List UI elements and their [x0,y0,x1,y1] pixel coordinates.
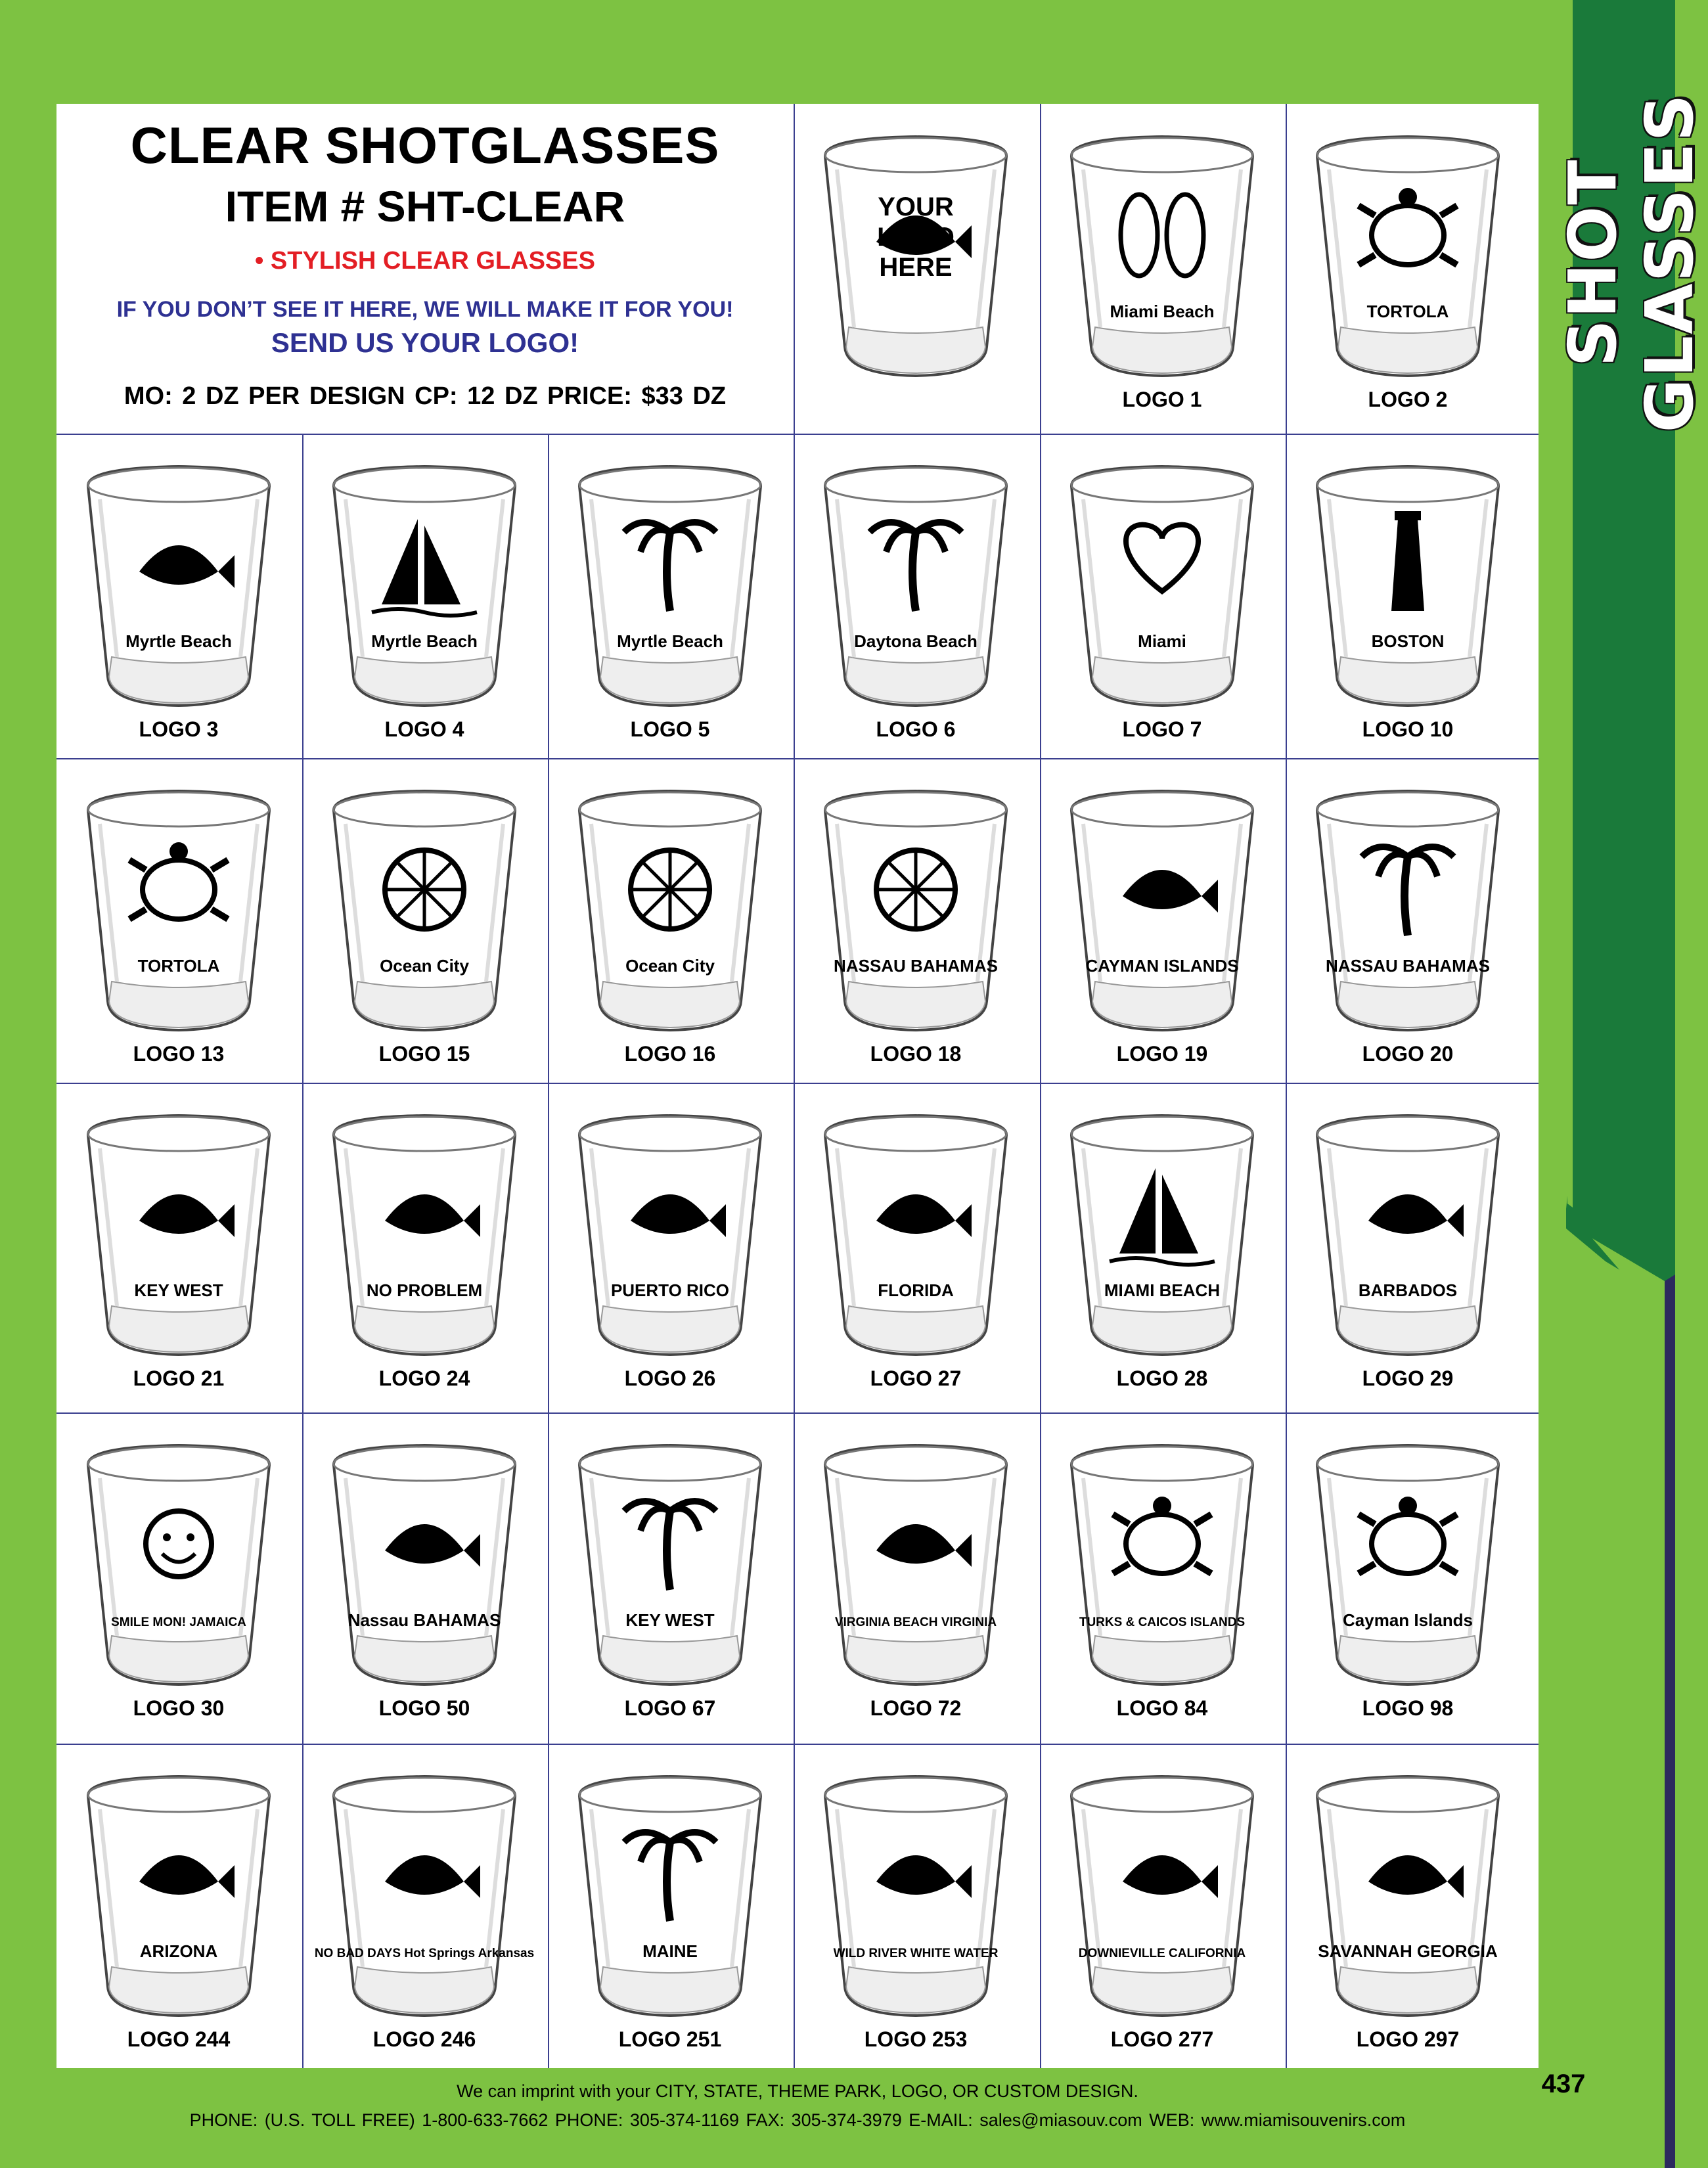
logo-card[interactable] [1040,758,1284,1083]
logo-caption: LOGO 3 [139,717,219,741]
grid-divider [56,1083,1539,1084]
grid-divider [794,104,795,434]
logo-card[interactable] [548,1744,792,2068]
logo-artwork [385,850,464,929]
glass-imprint-text: CAYMAN ISLANDS [1085,956,1239,976]
shotglass-image [1303,130,1513,383]
shotglass-image [1057,1770,1267,2023]
grid-divider [1286,104,1287,434]
glass-base [355,657,494,703]
shotglass-image [811,1439,1021,1692]
glass-base [846,327,985,373]
grid-divider [56,1744,1539,1745]
glass-base [109,1967,248,2013]
glass-base [355,1306,494,1352]
grid-divider [302,434,303,2068]
logo-card[interactable] [56,1083,301,1407]
logo-caption: LOGO 1 [1122,388,1202,411]
glass-base [109,1636,248,1682]
logo-card[interactable] [56,1412,301,1737]
shotglass-image [74,1109,284,1362]
glass-imprint-text: TURKS & CAICOS ISLANDS [1079,1615,1246,1629]
feature-bullet: • STYLISH CLEAR GLASSES [255,247,595,275]
logo-card[interactable] [1040,104,1284,428]
logo-card[interactable] [1286,758,1530,1083]
glass-imprint-text: Ocean City [380,956,469,976]
logo-card[interactable] [56,434,301,758]
grid-divider [1040,434,1041,2068]
logo-caption: LOGO 27 [870,1366,962,1390]
shotglass-image [74,784,284,1037]
shotglass-image [1303,1770,1513,2023]
logo-caption: LOGO 5 [630,717,710,741]
grid-divider [56,434,1539,435]
grid-divider [56,1412,1539,1414]
logo-caption: LOGO 72 [870,1696,962,1720]
logo-caption: LOGO 6 [876,717,956,741]
glass-imprint-text: ARIZONA [139,1941,218,1961]
logo-caption: LOGO 15 [378,1042,470,1066]
shotglass-image [811,460,1021,713]
logo-caption: LOGO 246 [372,2027,476,2051]
glass-base [355,982,494,1028]
shotglass-image [811,130,1021,383]
logo-caption: LOGO 277 [1110,2027,1214,2051]
glass-imprint-text: KEY WEST [625,1610,715,1630]
logo-caption: LOGO 244 [127,2027,231,2051]
glass-base [600,982,740,1028]
glass-base [600,657,740,703]
logo-card[interactable] [1040,1412,1284,1737]
glass-base [846,1636,985,1682]
grid-divider [1040,104,1041,434]
glass-imprint-text: Cayman Islands [1343,1610,1473,1630]
glass-base [1092,657,1232,703]
item-number: ITEM # SHT-CLEAR [225,182,625,231]
shotglass-image [1057,1439,1267,1692]
logo-card[interactable] [1040,1744,1284,2068]
logo-card[interactable] [794,434,1038,758]
logo-card[interactable] [302,758,547,1083]
glass-base [355,1967,494,2013]
logo-card[interactable] [1286,1412,1530,1737]
logo-card[interactable] [302,1412,547,1737]
logo-card[interactable] [548,434,792,758]
glass-imprint-text: KEY WEST [134,1280,223,1300]
tagline: IF YOU DON’T SEE IT HERE, WE WILL MAKE IT FOR YOU! [116,297,734,322]
glass-imprint-text: NO BAD DAYS Hot Springs Arkansas [314,1947,535,1960]
page-title: CLEAR SHOTGLASSES [130,116,720,174]
shotglass-image [1303,784,1513,1037]
logo-card[interactable] [302,1083,547,1407]
glass-imprint-text: BOSTON [1371,631,1445,651]
glass-base [600,1306,740,1352]
glass-imprint-text: MIAMI BEACH [1104,1280,1221,1300]
shotglass-image [1303,1109,1513,1362]
glass-imprint-text: Daytona Beach [854,631,978,651]
shotglass-image [565,460,775,713]
logo-card[interactable] [56,758,301,1083]
logo-card[interactable] [548,1083,792,1407]
shotglass-image [314,1770,535,2023]
logo-caption: LOGO 18 [870,1042,962,1066]
shotglass-image [565,1439,775,1692]
glass-imprint-text: DOWNIEVILLE CALIFORNIA [1078,1947,1246,1960]
glass-imprint-text: MAINE [642,1941,698,1961]
glass-imprint-text: TORTOLA [137,956,220,976]
glass-base [109,982,248,1028]
logo-card[interactable] [794,758,1038,1083]
shotglass-image [74,1770,284,2023]
glass-base [1338,982,1477,1028]
grid-divider [794,434,795,2068]
glass-base [600,1967,740,2013]
logo-card[interactable] [1040,434,1284,758]
shotglass-image [74,460,284,713]
glass-imprint-text: TORTOLA [1366,302,1449,321]
glass-base [1338,1636,1477,1682]
pricing-info: MO: 2 DZ PER DESIGN CP: 12 DZ PRICE: $33 DZ [124,382,727,410]
shotglass-image [1057,784,1267,1037]
catalog-panel [56,104,1539,2068]
logo-card[interactable] [302,434,547,758]
shotglass-image [1057,460,1267,713]
logo-caption: LOGO 7 [1122,717,1202,741]
shotglass-image [811,1770,1021,2023]
glass-imprint-text: Nassau BAHAMAS [348,1610,501,1630]
grid-divider [56,758,1539,759]
logo-caption: LOGO 19 [1116,1042,1208,1066]
glass-imprint-text: BARBADOS [1358,1280,1458,1300]
glass-base [1092,1967,1232,2013]
glass-imprint-text: NASSAU BAHAMAS [834,956,998,976]
glass-base [1092,1636,1232,1682]
page-number: 437 [1541,2069,1586,2098]
glass-base [109,1306,248,1352]
shotglass-image [565,1109,775,1362]
glass-imprint-text: Myrtle Beach [125,631,232,651]
glass-base [1338,657,1477,703]
glass-base [355,1636,494,1682]
glass-base [846,657,985,703]
logo-caption: LOGO 67 [624,1696,716,1720]
glass-imprint-text: YOUR LOGO HERE [877,192,955,282]
logo-caption: LOGO 21 [133,1366,225,1390]
sidebar-title: SHOT GLASSES [1554,93,1708,433]
shotglass-image [811,1109,1021,1362]
glass-imprint-text: PUERTO RICO [610,1280,730,1300]
shotglass-image [319,784,529,1037]
logo-card[interactable] [794,1412,1038,1737]
shotglass-image [1303,460,1513,713]
shotglass-image [319,1439,529,1692]
glass-imprint-text: VIRGINIA BEACH VIRGINIA [834,1615,997,1629]
logo-caption: LOGO 98 [1362,1696,1454,1720]
logo-card[interactable] [56,1744,301,2068]
logo-caption: LOGO 30 [133,1696,225,1720]
logo-card[interactable] [794,1744,1038,2068]
glass-base [1092,1306,1232,1352]
glass-imprint-text: NASSAU BAHAMAS [1326,956,1490,976]
glass-base [600,1636,740,1682]
logo-caption: LOGO 10 [1362,717,1454,741]
logo-caption: LOGO 16 [624,1042,716,1066]
glass-imprint-text: Miami Beach [1110,302,1215,321]
logo-card[interactable] [1040,1083,1284,1407]
logo-card[interactable] [1286,434,1530,758]
shotglass-image [565,1770,775,2023]
logo-caption: LOGO 50 [378,1696,470,1720]
call-to-action: SEND US YOUR LOGO! [271,327,579,358]
logo-card[interactable] [302,1744,547,2068]
logo-card[interactable] [794,1083,1038,1407]
logo-caption: LOGO 4 [384,717,464,741]
shotglass-image [811,784,1021,1037]
glass-base [846,1306,985,1352]
shotglass-image [319,1109,529,1362]
glass-base [1338,1967,1477,2013]
logo-card[interactable] [548,758,792,1083]
glass-base [1092,327,1232,373]
logo-caption: LOGO 253 [864,2027,968,2051]
glass-imprint-text: NO PROBLEM [366,1280,483,1300]
glass-imprint-text: Myrtle Beach [617,631,723,651]
glass-imprint-text: WILD RIVER WHITE WATER [833,1947,999,1960]
logo-caption: LOGO 84 [1116,1696,1208,1720]
glass-base [846,1967,985,2013]
logo-caption: LOGO 2 [1368,388,1448,411]
glass-base [1092,982,1232,1028]
shotglass-image [1057,1109,1267,1362]
logo-card[interactable] [1286,104,1530,428]
logo-caption: LOGO 29 [1362,1366,1454,1390]
logo-caption: LOGO 24 [378,1366,470,1390]
glass-imprint-text: SAVANNAH GEORGIA [1318,1941,1498,1961]
shotglass-image [565,784,775,1037]
glass-base [1338,327,1477,373]
shotglass-image [319,460,529,713]
glass-imprint-text: FLORIDA [878,1280,954,1300]
shotglass-image [74,1439,284,1692]
footer-contact: PHONE: (U.S. TOLL FREE) 1-800-633-7662 PHONE: 305-374-1169 FAX: 305-374-3979 E-MAIL: sales@miasouv.com WEB: www.miamisouvenirs.com [189,2110,1406,2130]
logo-caption: LOGO 28 [1116,1366,1208,1390]
glass-base [109,657,248,703]
logo-card[interactable] [548,1412,792,1737]
logo-artwork [631,850,709,929]
logo-card[interactable] [1286,1083,1530,1407]
glass-imprint-text: Myrtle Beach [371,631,478,651]
logo-caption: LOGO 26 [624,1366,716,1390]
logo-caption: LOGO 297 [1356,2027,1460,2051]
logo-card[interactable] [794,104,1038,428]
glass-imprint-text: Miami [1138,631,1186,651]
logo-artwork [876,850,955,929]
logo-caption: LOGO 20 [1362,1042,1454,1066]
shotglass-image [1057,130,1267,383]
grid-divider [1286,434,1287,2068]
footer-imprint-note: We can imprint with your CITY, STATE, THEME PARK, LOGO, OR CUSTOM DESIGN. [457,2081,1138,2101]
glass-imprint-text: SMILE MON! JAMAICA [111,1615,246,1629]
product-header [56,104,794,434]
grid-divider [548,434,549,2068]
glass-imprint-text: Ocean City [625,956,715,976]
logo-card[interactable] [1286,1744,1530,2068]
shotglass-image [1303,1439,1513,1692]
glass-base [1338,1306,1477,1352]
logo-caption: LOGO 251 [618,2027,722,2051]
glass-base [846,982,985,1028]
logo-caption: LOGO 13 [133,1042,225,1066]
